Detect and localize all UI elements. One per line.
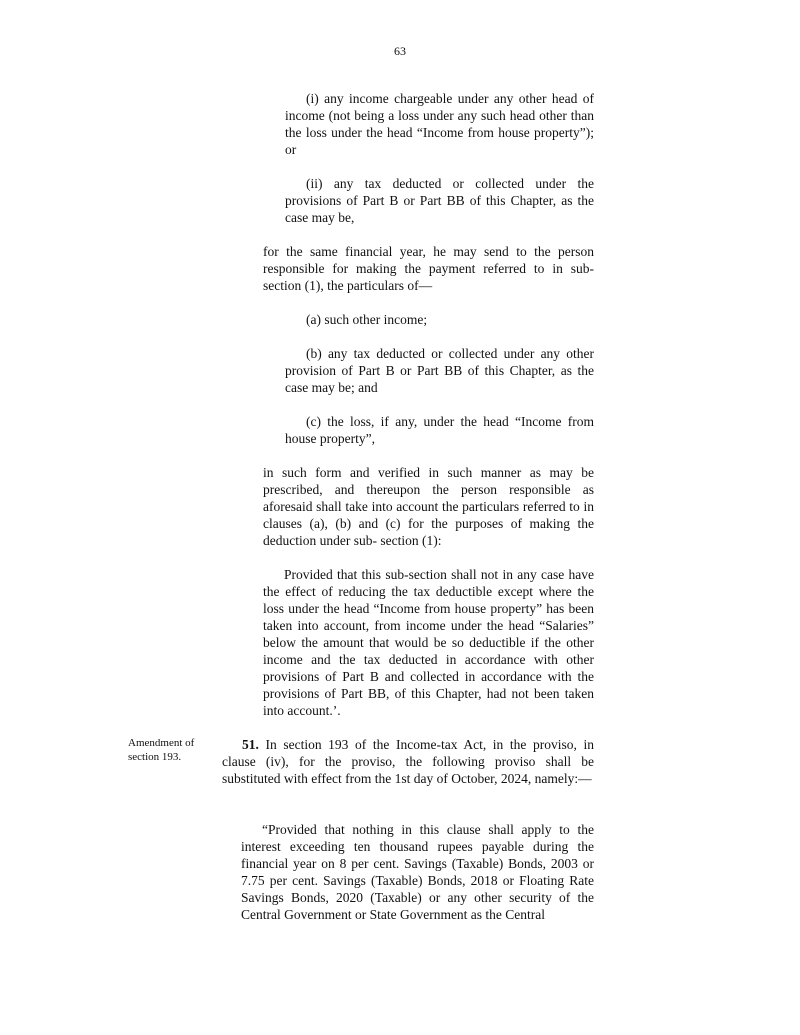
section-number: 51.: [242, 737, 259, 752]
new-proviso-paragraph: “Provided that nothing in this clause shall apply to the interest exceeding ten thousand rupees payable during the financial year on 8 per cent. Savings (Taxable) Bonds, 2003 or 7.75 per cent. Savings (Taxable) Bonds, 2018 or Floating Rate Savings Bonds, 2020 (Taxable) or any other security of the Central Government or State Government as the Central: [241, 822, 594, 922]
clause-ii: (ii) any tax deducted or collected under the provisions of Part B or Part BB of this Chapter, as the case may be,: [285, 176, 594, 225]
section-51-paragraph: [222, 736, 594, 787]
item-a: (a) such other income;: [306, 312, 428, 327]
section-51-text: In section 193 of the Income-tax Act, in the proviso, in clause (iv), for the proviso, the following proviso shall be substituted with effect from the 1st day of October, 2024, namely:—: [222, 737, 594, 786]
paragraph-same-financial-year: for the same financial year, he may send to the person responsible for making the payment referred to in sub-section (1), the particulars of—: [263, 244, 594, 293]
proviso-paragraph: Provided that this sub-section shall not in any case have the effect of reducing the tax deductible except where the loss under the head “Income from house property” has been taken into account, from income under the head “Salaries” below the amount that would be so deductible if the other income and the tax deducted in accordance with other provisions of Part B and collected in accordance with the provisions of Part BB, of this Chapter, had not been taken into account.’.: [263, 567, 594, 718]
item-b: (b) any tax deducted or collected under any other provision of Part B or Part BB of this Chapter, as the case may be; and: [285, 346, 594, 395]
item-c: (c) the loss, if any, under the head “Income from house property”,: [285, 414, 594, 446]
paragraph-such-form: in such form and verified in such manner as may be prescribed, and thereupon the person responsible as aforesaid shall take into account the particulars referred to in clauses (a), (b) and (c) for the purposes of making the deduction under sub- section (1):: [263, 465, 594, 548]
margin-note: Amendment of section 193.: [128, 737, 195, 763]
clause-i: (i) any income chargeable under any other head of income (not being a loss under any such head other than the loss under the head “Income from house property”); or: [285, 91, 594, 157]
page-number: 63: [394, 44, 406, 58]
